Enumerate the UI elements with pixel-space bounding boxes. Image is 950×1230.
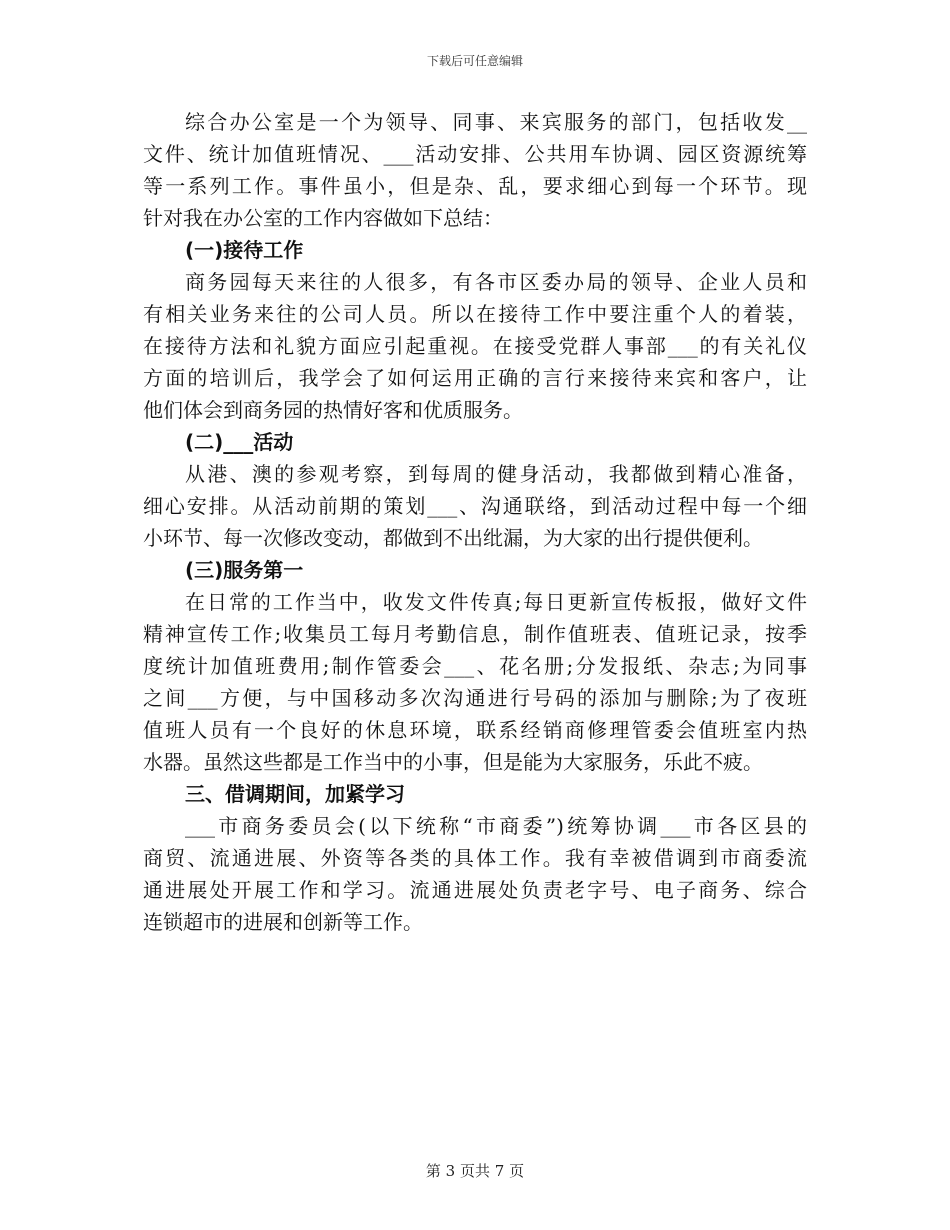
document-body [143, 106, 807, 938]
paragraph-line: 通进展处开展工作和学习。流通进展处负责老字号、电子商务、综合 [143, 878, 807, 902]
paragraph-line: 之间___方便，与中国移动多次沟通进行号码的添加与删除;为了夜班 [143, 686, 807, 710]
paragraph-line: 度统计加值班费用;制作管委会___、花名册;分发报纸、杂志;为同事 [143, 654, 807, 678]
paragraph-line: 精神宣传工作;收集员工每月考勤信息，制作值班表、值班记录，按季 [143, 622, 807, 646]
paragraph-line: 等一系列工作。事件虽小，但是杂、乱，要求细心到每一个环节。现 [143, 174, 807, 198]
paragraph-line: 从港、澳的参观考察，到每周的健身活动，我都做到精心准备， [185, 462, 807, 486]
paragraph-line: 细心安排。从活动前期的策划___、沟通联络，到活动过程中每一个细 [143, 494, 807, 518]
paragraph-line: 商贸、流通进展、外资等各类的具体工作。我有幸被借调到市商委流 [143, 846, 807, 870]
paragraph-line: 商务园每天来往的人很多，有各市区委办局的领导、企业人员和 [185, 270, 807, 294]
paragraph-line: 方面的培训后，我学会了如何运用正确的言行来接待来宾和客户，让 [143, 366, 807, 390]
paragraph [143, 810, 807, 938]
paragraph [143, 458, 807, 554]
paragraph-line: 小环节、每一次修改变动，都做到不出纰漏，为大家的出行提供便利。 [143, 526, 763, 550]
paragraph [143, 586, 807, 778]
page-footer: 第 3 页共 7 页 [425, 1162, 525, 1180]
paragraph-line: 在接待方法和礼貌方面应引起重视。在接受党群人事部___的有关礼仪 [143, 334, 807, 358]
paragraph-line: 水器。虽然这些都是工作当中的小事，但是能为大家服务，乐此不疲。 [143, 750, 763, 774]
paragraph-line: 值班人员有一个良好的休息环境，联系经销商修理管委会值班室内热 [143, 718, 807, 742]
paragraph [143, 106, 807, 234]
paragraph-line: 针对我在办公室的工作内容做如下总结： [143, 206, 503, 230]
section-heading: (二)___活动 [185, 430, 294, 454]
paragraph-line: 综合办公室是一个为领导、同事、来宾服务的部门，包括收发__ [185, 110, 807, 134]
section-heading: (一)接待工作 [185, 238, 304, 262]
paragraph [143, 266, 807, 426]
paragraph-line: 他们体会到商务园的热情好客和优质服务。 [143, 398, 523, 422]
paragraph-line: 有相关业务来往的公司人员。所以在接待工作中要注重个人的着装， [143, 302, 807, 326]
page-header: 下载后可任意编辑 [426, 54, 523, 68]
paragraph-line: 连锁超市的进展和创新等工作。 [143, 910, 423, 934]
section-heading: 三、借调期间，加紧学习 [185, 782, 405, 806]
paragraph-line: 在日常的工作当中，收发文件传真;每日更新宣传板报，做好文件 [185, 590, 807, 614]
paragraph-line: 文件、统计加值班情况、___活动安排、公共用车协调、园区资源统筹 [143, 142, 807, 166]
section-heading: (三)服务第一 [185, 558, 304, 582]
paragraph-line: ___市商务委员会(以下统称“市商委”)统筹协调___市各区县的 [185, 814, 807, 838]
